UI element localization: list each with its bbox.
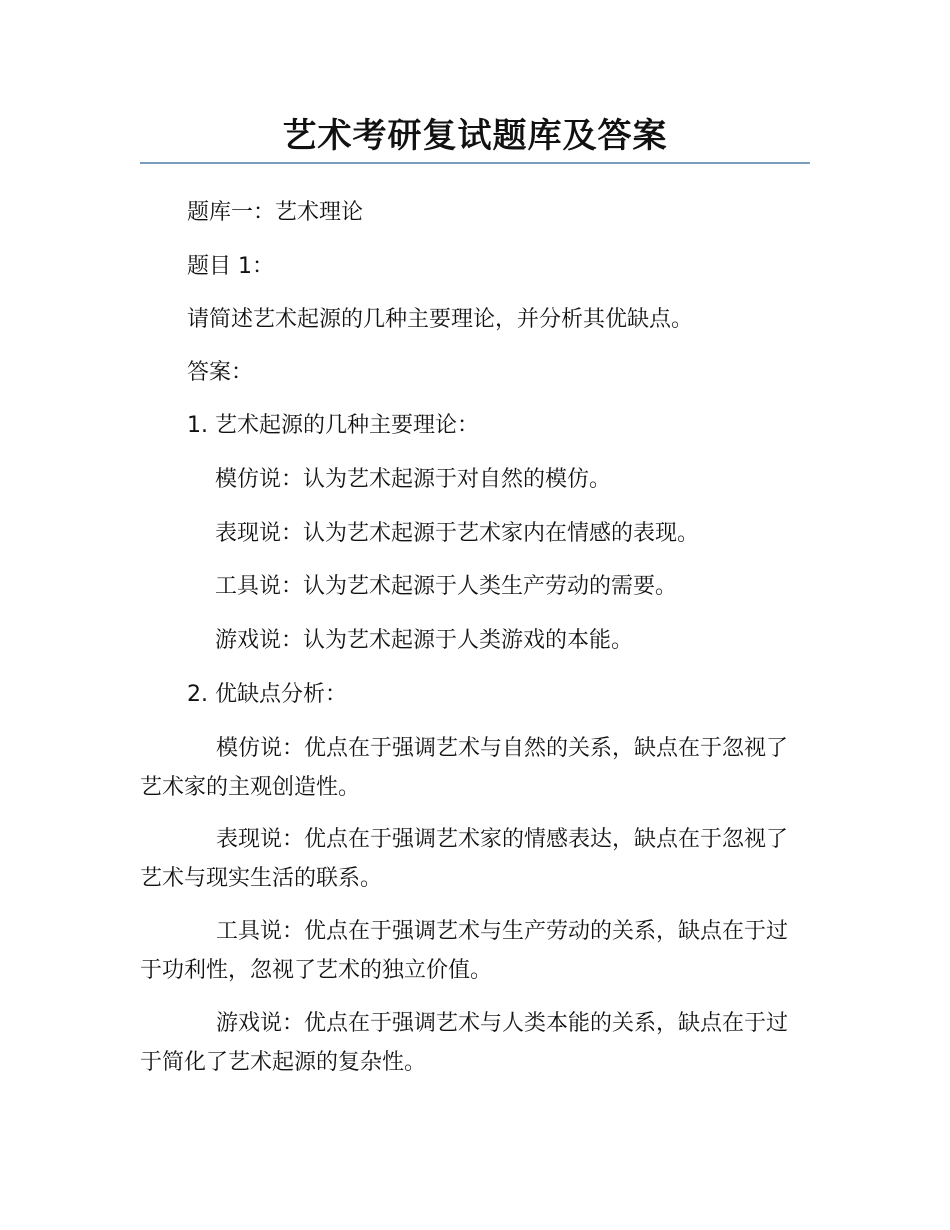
theory-expression: 表现说：认为艺术起源于艺术家内在情感的表现。 (215, 521, 700, 546)
title-divider (140, 162, 810, 164)
theory-tool: 工具说：认为艺术起源于人类生产劳动的需要。 (215, 574, 678, 599)
answer-item-2-heading: 2. 优缺点分析： (187, 682, 347, 707)
analysis-play: 游戏说：优点在于强调艺术与人类本能的关系，缺点在于过于简化了艺术起源的复杂性。 (140, 1011, 789, 1075)
answer-label: 答案： (187, 360, 254, 385)
analysis-imitation: 模仿说：优点在于强调艺术与自然的关系，缺点在于忽视了艺术家的主观创造性。 (140, 736, 789, 800)
document-title: 艺术考研复试题库及答案 (282, 116, 668, 156)
question-number: 题目 1： (187, 254, 274, 279)
answer-item-1-heading: 1. 艺术起源的几种主要理论： (187, 413, 479, 438)
analysis-expression: 表现说：优点在于强调艺术家的情感表达，缺点在于忽视了艺术与现实生活的联系。 (140, 827, 789, 891)
theory-play: 游戏说：认为艺术起源于人类游戏的本能。 (215, 628, 634, 653)
section-heading: 题库一：艺术理论 (187, 200, 364, 225)
question-text: 请简述艺术起源的几种主要理论，并分析其优缺点。 (187, 307, 694, 332)
analysis-tool: 工具说：优点在于强调艺术与生产劳动的关系，缺点在于过于功利性，忽视了艺术的独立价值。 (140, 919, 789, 983)
theory-imitation: 模仿说：认为艺术起源于对自然的模仿。 (215, 467, 612, 492)
